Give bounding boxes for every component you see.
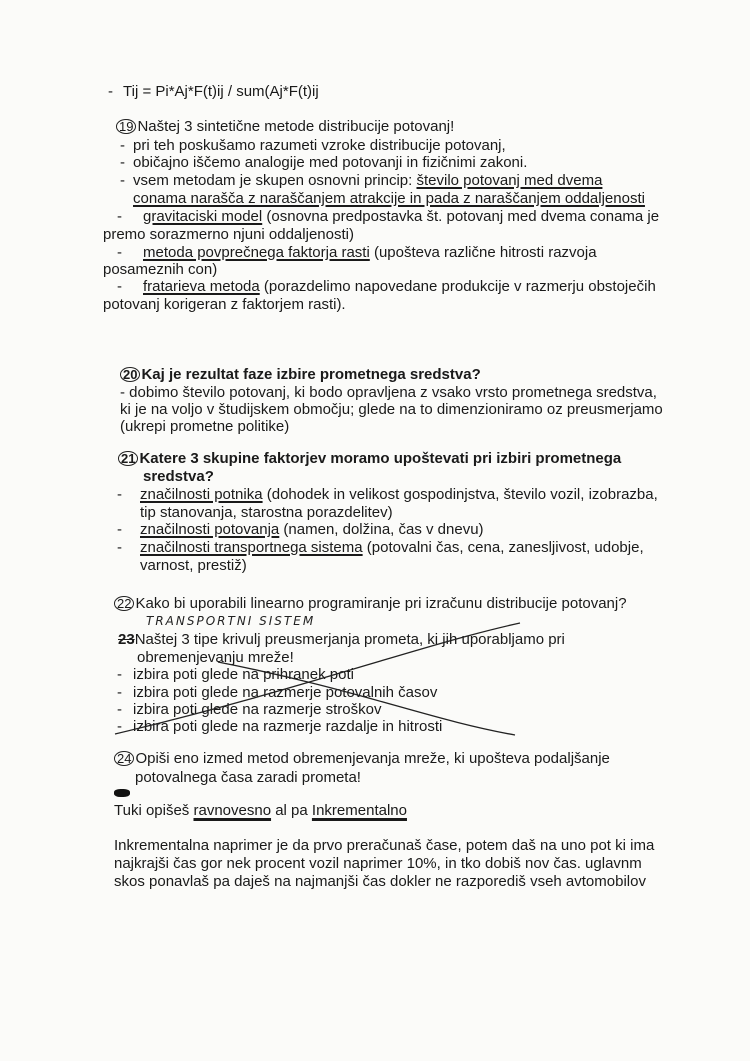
question-21 xyxy=(118,451,621,467)
method-desc-cont: posameznih con) xyxy=(103,261,218,278)
factor-group xyxy=(140,522,484,538)
bullet-dash: - xyxy=(117,684,122,701)
question-title: Katere 3 skupine faktorjev moramo upoštevati pri izbiri prometnega xyxy=(139,450,622,467)
answer-paragraph-line: najkrajši čas gor nek procent vozil naprimer 10%, in tko dobiš nov čas. uglavnm xyxy=(114,855,642,872)
method-name: metoda povprečnega faktorja rasti xyxy=(143,244,370,261)
question-title: Kako bi uporabili linearno programiranje pri izračunu distribucije potovanj? xyxy=(135,595,627,612)
method-item xyxy=(143,245,597,261)
group-desc: (potovalni čas, cena, zanesljivost, udobje, xyxy=(362,539,644,556)
formula: Tij = Pi*Aj*F(t)ij / sum(Aj*F(t)ij xyxy=(123,83,319,100)
list-item: običajno iščemo analogije med potovanji in fizičnimi zakoni. xyxy=(133,154,528,171)
group-desc: (namen, dolžina, čas v dnevu) xyxy=(279,521,484,538)
question-title-cont: potovalnega časa zaradi prometa! xyxy=(135,769,361,786)
question-title: Naštej 3 sintetične metode distribucije potovanj! xyxy=(137,118,455,135)
method-item xyxy=(143,209,659,225)
answer-option: ravnovesno xyxy=(193,802,272,819)
bullet-dash: - xyxy=(117,701,122,718)
bullet-dash: - xyxy=(120,172,125,189)
bullet-dash: - xyxy=(117,521,122,538)
method-desc: (osnovna predpostavka št. potovanj med dvema conama je xyxy=(262,208,660,225)
method-name: fratarieva metoda xyxy=(143,278,260,295)
bullet-dash: - xyxy=(117,486,122,503)
question-title-cont: obremenjevanju mreže! xyxy=(137,649,294,666)
question-number: 24 xyxy=(114,751,134,766)
question-number: 21 xyxy=(118,451,138,466)
answer-line xyxy=(114,803,407,819)
answer-text: Tuki opišeš xyxy=(114,802,194,819)
bullet-dash: - xyxy=(117,278,122,295)
question-24 xyxy=(114,751,610,767)
group-name: značilnosti potnika xyxy=(140,486,263,503)
question-title: Naštej 3 tipe krivulj preusmerjanja prometa, ki jih uporabljamo pri xyxy=(134,631,565,648)
question-title: Kaj je rezultat faze izbire prometnega sredstva? xyxy=(141,366,481,383)
bullet-dash: - xyxy=(108,83,113,100)
handwritten-note: TRANSPORTNI SISTEM xyxy=(146,614,316,628)
question-number: 23 xyxy=(118,631,135,648)
answer-paragraph-line: Inkrementalna naprimer je da prvo preračunaš čase, potem daš na uno pot ki ima xyxy=(114,837,655,854)
answer-text: al pa xyxy=(271,802,312,819)
list-item: izbira poti glede na razmerje stroškov xyxy=(133,701,382,718)
factor-group xyxy=(140,540,644,556)
answer-option: Inkrementalno xyxy=(311,802,407,819)
factor-group xyxy=(140,487,658,503)
answer-line: - dobimo število potovanj, ki bodo opravljena z vsako vrsto prometnega sredstva, xyxy=(120,384,657,401)
question-19 xyxy=(116,119,454,135)
group-desc-cont: varnost, prestiž) xyxy=(140,557,247,574)
bullet-dash: - xyxy=(117,539,122,556)
question-number: 20 xyxy=(120,367,140,382)
group-name: značilnosti potovanja xyxy=(140,521,280,538)
answer-line: (ukrepi prometne politike) xyxy=(120,418,290,435)
bullet-dash: - xyxy=(120,154,125,171)
answer-paragraph-line: skos ponavlaš pa daješ na najmanjši čas dokler ne razporediš vseh avtomobilov xyxy=(114,873,646,890)
group-desc-cont: tip stanovanja, starostna porazdelitev) xyxy=(140,504,393,521)
method-desc-cont: premo sorazmerno njuni oddaljenosti) xyxy=(103,226,354,243)
bullet-dash: - xyxy=(117,244,122,261)
principle-text: conama narašča z naraščanjem atrakcije in pada z naraščanjem oddaljenosti xyxy=(133,190,645,207)
method-item xyxy=(143,279,656,295)
method-name: gravitaciski model xyxy=(143,208,263,225)
bullet-dash: - xyxy=(117,208,122,225)
list-item: izbira poti glede na razmerje potovalnih časov xyxy=(133,684,438,701)
bullet-dash: - xyxy=(117,718,122,735)
question-title: Opiši eno izmed metod obremenjevanja mreže, ki upošteva podaljšanje xyxy=(135,750,610,767)
group-name: značilnosti transportnega sistema xyxy=(140,539,363,556)
bullet-dash: - xyxy=(120,137,125,154)
question-number: 19 xyxy=(116,119,136,134)
list-item: izbira poti glede na razmerje razdalje in hitrosti xyxy=(133,718,443,735)
question-title-cont: sredstva? xyxy=(143,468,214,485)
group-desc: (dohodek in velikost gospodinjstva, število vozil, izobrazba, xyxy=(262,486,658,503)
question-23 xyxy=(118,632,565,648)
list-item: izbira poti glede na prihranek poti xyxy=(133,666,354,683)
answer-line: ki je na voljo v študijskem območju; glede na to dimenzioniramo oz preusmerjamo xyxy=(120,401,663,418)
question-number: 22 xyxy=(114,596,134,611)
list-item xyxy=(133,173,602,189)
principle-text: število potovanj med dvema xyxy=(416,172,603,189)
list-item: pri teh poskušamo razumeti vzroke distribucije potovanj, xyxy=(133,137,506,154)
method-desc-cont: potovanj korigeran z faktorjem rasti). xyxy=(103,296,346,313)
question-22 xyxy=(114,596,627,612)
question-20 xyxy=(120,367,481,383)
bullet-dash: - xyxy=(117,666,122,683)
method-desc: (upošteva različne hitrosti razvoja xyxy=(369,244,597,261)
method-desc: (porazdelimo napovedane produkcije v razmerju obstoječih xyxy=(259,278,656,295)
list-item-text: vsem metodam je skupen osnovni princip: xyxy=(133,172,417,189)
ink-blot xyxy=(114,789,130,797)
